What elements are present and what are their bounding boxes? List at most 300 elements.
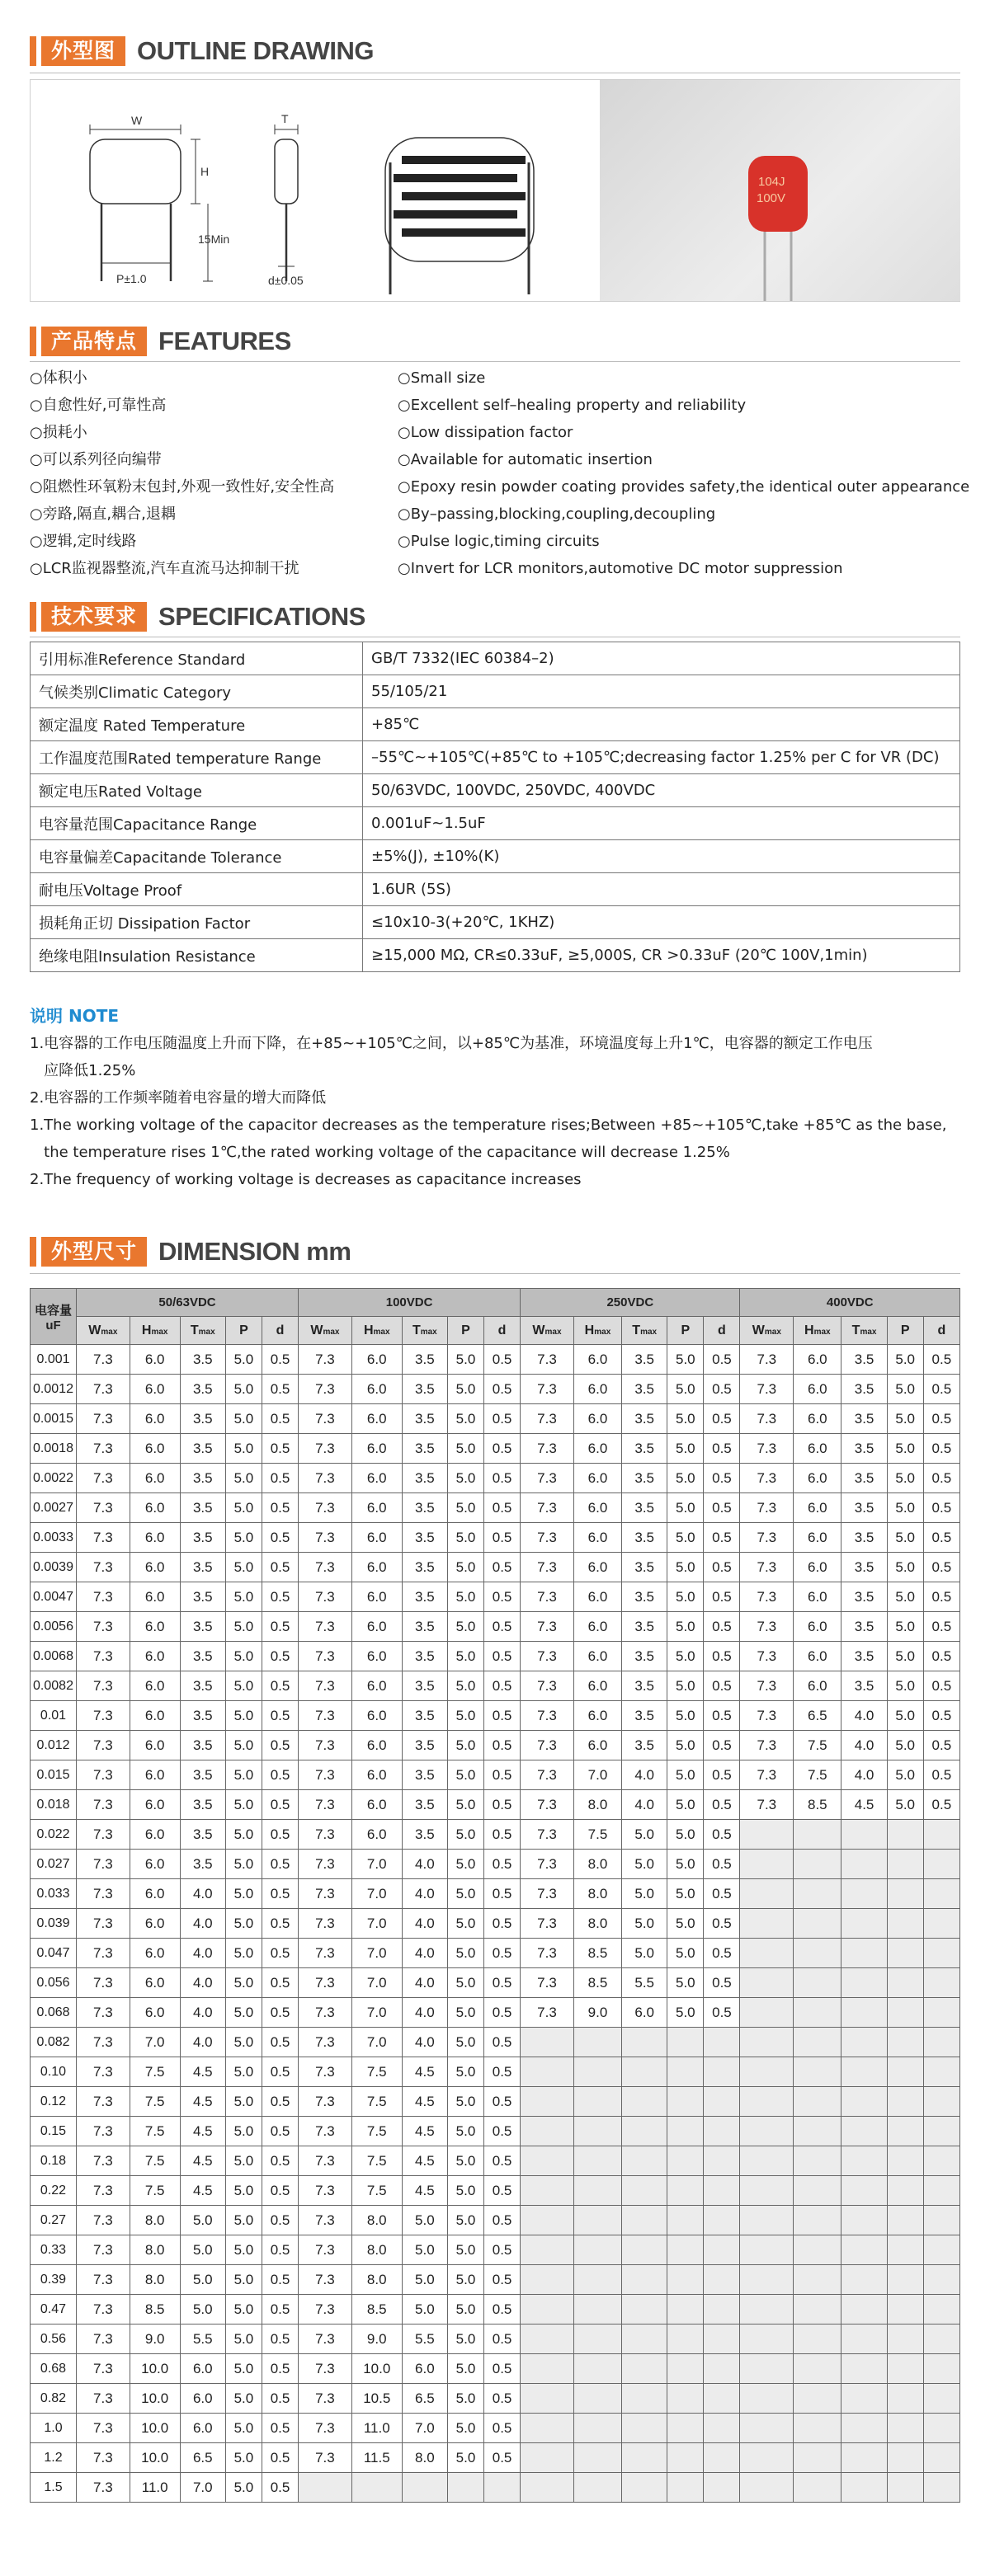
dim-cell: 9.0 xyxy=(573,1998,621,2028)
dim-row xyxy=(31,2057,960,2087)
dim-cell xyxy=(794,2325,842,2354)
dim-cell: 0.5 xyxy=(262,1671,298,1701)
dim-cell: 0.5 xyxy=(262,1939,298,1968)
dim-cell: 7.3 xyxy=(77,2265,130,2295)
dim-cell: 7.5 xyxy=(130,2176,180,2206)
dim-cap-value: 0.22 xyxy=(31,2176,77,2206)
dim-cell: 0.5 xyxy=(484,1582,521,1612)
dim-cell: 5.0 xyxy=(225,1731,262,1760)
dim-cell xyxy=(794,1820,842,1850)
dim-cell: 0.5 xyxy=(484,2325,521,2354)
dim-cell: 0.5 xyxy=(704,1434,740,1464)
dim-cap-value: 0.0022 xyxy=(31,1464,77,1493)
section-header-specs xyxy=(30,599,365,635)
dim-cell: 5.0 xyxy=(447,2028,483,2057)
dim-cell: 5.0 xyxy=(887,1404,923,1434)
dim-cell xyxy=(521,2087,574,2117)
dim-cell: 6.0 xyxy=(130,1642,180,1671)
dim-cell xyxy=(573,2354,621,2384)
dim-cell xyxy=(622,2176,667,2206)
dim-cell: 7.5 xyxy=(130,2117,180,2146)
capacitor-side-body xyxy=(275,139,298,204)
dim-cell: 7.3 xyxy=(740,1434,794,1464)
dim-cell: 0.5 xyxy=(923,1790,959,1820)
dim-cell: 3.5 xyxy=(402,1820,447,1850)
dim-cell xyxy=(794,2146,842,2176)
dim-cell: 3.5 xyxy=(402,1523,447,1553)
dim-cell: 7.3 xyxy=(521,1404,574,1434)
dim-cell: 5.0 xyxy=(447,1790,483,1820)
dim-cell: 7.3 xyxy=(77,2354,130,2384)
section-title-en: DIMENSION mm xyxy=(158,1237,351,1266)
dim-cell: 5.0 xyxy=(447,2325,483,2354)
dim-cell xyxy=(923,1879,959,1909)
dim-cell: 5.0 xyxy=(225,1553,262,1582)
dim-row xyxy=(31,1375,960,1404)
dim-row xyxy=(31,1582,960,1612)
dim-cell: 5.0 xyxy=(447,1998,483,2028)
dim-cap-value: 0.0015 xyxy=(31,1404,77,1434)
dim-cell xyxy=(887,1968,923,1998)
dim-cell: 3.5 xyxy=(622,1701,667,1731)
dim-row xyxy=(31,1671,960,1701)
dim-cell: 8.0 xyxy=(130,2235,180,2265)
dim-cell xyxy=(887,1998,923,2028)
dim-cell: 5.0 xyxy=(447,1701,483,1731)
dim-cell: 7.3 xyxy=(299,1464,352,1493)
dim-cell: 7.3 xyxy=(299,2117,352,2146)
dim-cell: 5.0 xyxy=(225,1464,262,1493)
dim-col-header: Hmax xyxy=(130,1317,180,1345)
spec-row xyxy=(31,840,960,873)
dim-cell xyxy=(842,2354,887,2384)
dim-cell xyxy=(667,2057,704,2087)
dim-cell xyxy=(521,2295,574,2325)
dim-cell: 7.3 xyxy=(77,1523,130,1553)
dim-cell: 6.0 xyxy=(130,1939,180,1968)
dim-cell: 5.0 xyxy=(622,1879,667,1909)
dim-cell: 7.3 xyxy=(299,1850,352,1879)
dim-cap-value: 0.0068 xyxy=(31,1642,77,1671)
dim-cell xyxy=(573,2265,621,2295)
feature-item-cn: ○阻燃性环氧粉末包封,外观一致性好,安全性高 xyxy=(30,478,335,496)
dim-cell: 8.0 xyxy=(130,2206,180,2235)
dim-cell xyxy=(923,2265,959,2295)
dim-cell: 7.3 xyxy=(740,1464,794,1493)
dim-cell: 4.0 xyxy=(842,1760,887,1790)
dim-cell: 5.0 xyxy=(667,1523,704,1553)
feature-item-cn: ○旁路,隔直,耦合,退耦 xyxy=(30,505,176,523)
dim-cell: 8.5 xyxy=(573,1939,621,1968)
dim-cap-value: 0.0047 xyxy=(31,1582,77,1612)
dim-cell xyxy=(704,2057,740,2087)
dim-cell: 0.5 xyxy=(704,1760,740,1790)
dim-col-header: Tmax xyxy=(402,1317,447,1345)
dim-cell: 7.3 xyxy=(740,1345,794,1375)
dim-cell: 3.5 xyxy=(180,1553,225,1582)
dim-cell xyxy=(923,2028,959,2057)
dim-cell: 7.3 xyxy=(77,1375,130,1404)
dim-cell: 7.3 xyxy=(299,1493,352,1523)
dim-cell: 7.3 xyxy=(77,1493,130,1523)
dim-cell: 0.5 xyxy=(704,1493,740,1523)
dim-cell: 7.3 xyxy=(299,2146,352,2176)
dim-cell: 7.3 xyxy=(740,1612,794,1642)
dim-cap-value: 0.039 xyxy=(31,1909,77,1939)
dim-row xyxy=(31,2028,960,2057)
dim-row xyxy=(31,1493,960,1523)
dim-cell: 7.3 xyxy=(77,1939,130,1968)
feature-item-cn: ○损耗小 xyxy=(30,424,87,441)
dim-cell xyxy=(622,2028,667,2057)
dim-cell: 7.3 xyxy=(299,2384,352,2414)
dim-cell xyxy=(622,2473,667,2503)
dim-col-header: Tmax xyxy=(622,1317,667,1345)
dim-row xyxy=(31,2443,960,2473)
dim-cell: 7.3 xyxy=(77,1671,130,1701)
dim-cell xyxy=(704,2117,740,2146)
section-title-cn: 技术要求 xyxy=(41,602,147,632)
dim-group-header: 250VDC xyxy=(521,1289,740,1317)
dim-cell: 5.0 xyxy=(225,1879,262,1909)
dim-cell: 5.0 xyxy=(225,2028,262,2057)
dim-cell: 5.0 xyxy=(667,1671,704,1701)
dim-cap-value: 0.39 xyxy=(31,2265,77,2295)
dim-cell: 5.0 xyxy=(447,1671,483,1701)
dim-cell: 0.5 xyxy=(262,2384,298,2414)
dim-cell xyxy=(521,2384,574,2414)
dim-cell: 4.0 xyxy=(180,1879,225,1909)
dim-cap-value: 0.033 xyxy=(31,1879,77,1909)
dim-cell: 8.0 xyxy=(351,2206,402,2235)
dim-cell: 3.5 xyxy=(402,1375,447,1404)
dim-cell: 6.0 xyxy=(794,1671,842,1701)
dim-cell: 0.5 xyxy=(484,1553,521,1582)
dim-cell xyxy=(622,2414,667,2443)
dim-cell xyxy=(842,1879,887,1909)
dim-cell: 5.0 xyxy=(225,1909,262,1939)
dim-cell xyxy=(794,1998,842,2028)
dim-cell: 5.0 xyxy=(667,1850,704,1879)
dim-cell xyxy=(887,2295,923,2325)
dim-cell: 7.3 xyxy=(77,2028,130,2057)
dim-cell: 7.3 xyxy=(77,1701,130,1731)
dim-cell: 4.5 xyxy=(402,2146,447,2176)
note-block xyxy=(30,1003,946,1193)
dim-col-header: Hmax xyxy=(573,1317,621,1345)
dim-cell xyxy=(923,1820,959,1850)
dim-row xyxy=(31,1820,960,1850)
dim-cell: 8.0 xyxy=(573,1909,621,1939)
dim-cell: 4.0 xyxy=(622,1790,667,1820)
dim-cell xyxy=(667,2414,704,2443)
dim-cell xyxy=(887,1909,923,1939)
spec-row xyxy=(31,873,960,906)
dim-cell: 8.5 xyxy=(351,2295,402,2325)
dim-cell: 7.3 xyxy=(77,1434,130,1464)
dim-cell: 5.0 xyxy=(447,1760,483,1790)
dim-cell: 0.5 xyxy=(484,1909,521,1939)
dim-cell: 0.5 xyxy=(704,1671,740,1701)
dim-row xyxy=(31,1760,960,1790)
dim-cell xyxy=(842,1909,887,1939)
dim-cell xyxy=(521,2235,574,2265)
dim-cell: 5.0 xyxy=(667,1760,704,1790)
dim-cell: 0.5 xyxy=(704,1553,740,1582)
dim-cell: 6.0 xyxy=(130,1612,180,1642)
dim-cell: 5.0 xyxy=(180,2265,225,2295)
dim-cell: 6.0 xyxy=(130,1464,180,1493)
dim-cell: 7.3 xyxy=(77,2295,130,2325)
dim-cell: 0.5 xyxy=(484,1345,521,1375)
feature-item-cn: ○LCR监视器整流,汽车直流马达抑制干扰 xyxy=(30,560,299,577)
dim-cap-value: 0.0056 xyxy=(31,1612,77,1642)
dim-cell: 5.0 xyxy=(225,1998,262,2028)
dim-cell: 6.0 xyxy=(130,1375,180,1404)
dim-cell: 5.0 xyxy=(225,1523,262,1553)
dim-cell: 7.3 xyxy=(521,1612,574,1642)
dim-cell: 6.0 xyxy=(351,1612,402,1642)
dim-cell: 6.0 xyxy=(180,2354,225,2384)
dim-cell: 10.5 xyxy=(351,2384,402,2414)
dim-cell: 0.5 xyxy=(262,1790,298,1820)
note-line: 2.电容器的工作频率随着电容量的增大而降低 xyxy=(30,1089,327,1107)
dim-cell xyxy=(887,2206,923,2235)
dim-group-header: 100VDC xyxy=(299,1289,521,1317)
feature-item-en: ○Epoxy resin powder coating provides safety,the identical outer appearance xyxy=(398,478,970,496)
dim-cell: 7.3 xyxy=(77,2473,130,2503)
dim-cell: 7.3 xyxy=(77,2206,130,2235)
dim-cell: 7.3 xyxy=(299,1790,352,1820)
dim-cell: 3.5 xyxy=(622,1731,667,1760)
dim-cell: 6.0 xyxy=(351,1523,402,1553)
dim-cell: 5.0 xyxy=(225,1790,262,1820)
dim-cell: 0.5 xyxy=(262,2057,298,2087)
dim-cell: 3.5 xyxy=(402,1642,447,1671)
dim-cell xyxy=(622,2325,667,2354)
dim-cell: 8.0 xyxy=(402,2443,447,2473)
dim-cell xyxy=(794,2117,842,2146)
dim-cell xyxy=(704,2325,740,2354)
dim-cap-value: 0.012 xyxy=(31,1731,77,1760)
dim-cell xyxy=(667,2028,704,2057)
dim-cell xyxy=(521,2354,574,2384)
dim-cell: 6.0 xyxy=(573,1642,621,1671)
dim-cap-value: 0.01 xyxy=(31,1701,77,1731)
dim-cell: 8.0 xyxy=(351,2265,402,2295)
dim-cell: 0.5 xyxy=(262,1553,298,1582)
features-list-cn xyxy=(30,364,334,582)
spec-row xyxy=(31,642,960,675)
dim-cell xyxy=(842,1820,887,1850)
dim-cell xyxy=(521,2265,574,2295)
dim-cell: 4.0 xyxy=(402,1998,447,2028)
dim-cell: 7.5 xyxy=(351,2117,402,2146)
dim-cell: 0.5 xyxy=(484,1434,521,1464)
dim-cell xyxy=(923,2117,959,2146)
dim-cell xyxy=(667,2265,704,2295)
dim-cell xyxy=(622,2087,667,2117)
dim-cell: 0.5 xyxy=(262,2295,298,2325)
dim-cell: 3.5 xyxy=(842,1582,887,1612)
dim-cell: 0.5 xyxy=(262,2117,298,2146)
dim-cell xyxy=(704,2146,740,2176)
dim-cell: 0.5 xyxy=(262,1760,298,1790)
dim-cell: 0.5 xyxy=(484,1671,521,1701)
dim-cell: 6.0 xyxy=(351,1493,402,1523)
dim-row xyxy=(31,2235,960,2265)
dim-cell xyxy=(740,2443,794,2473)
dim-cell: 5.0 xyxy=(447,1375,483,1404)
dim-cell: 5.0 xyxy=(225,2235,262,2265)
dim-cell: 0.5 xyxy=(484,2146,521,2176)
dim-row xyxy=(31,1464,960,1493)
dim-cell xyxy=(704,2176,740,2206)
feature-item-en: ○Excellent self–healing property and reliability xyxy=(398,397,747,414)
dim-cell: 5.0 xyxy=(667,1612,704,1642)
dim-cell: 3.5 xyxy=(402,1553,447,1582)
dim-cell: 0.5 xyxy=(262,2414,298,2443)
dim-cell: 6.0 xyxy=(180,2384,225,2414)
dim-cell: 6.0 xyxy=(130,1582,180,1612)
dim-cell: 3.5 xyxy=(842,1493,887,1523)
dim-cell: 7.3 xyxy=(740,1523,794,1553)
dim-cell: 0.5 xyxy=(262,1582,298,1612)
spec-value: ≥15,000 MΩ, CR≤0.33uF, ≥5,000S, CR >0.33uF (20℃ 100V,1min) xyxy=(363,939,960,972)
dim-cell: 7.3 xyxy=(521,1345,574,1375)
dim-cell: 5.0 xyxy=(667,1642,704,1671)
dim-cell: 3.5 xyxy=(402,1582,447,1612)
dim-cell: 5.0 xyxy=(447,1582,483,1612)
spec-value: +85℃ xyxy=(363,708,960,741)
dim-row xyxy=(31,1968,960,1998)
dim-cell: 3.5 xyxy=(622,1404,667,1434)
dim-cell: 5.0 xyxy=(225,1612,262,1642)
dim-cell: 6.0 xyxy=(351,1760,402,1790)
dim-cell: 5.0 xyxy=(225,1345,262,1375)
dim-cell: 0.5 xyxy=(923,1464,959,1493)
dim-cell: 6.0 xyxy=(573,1523,621,1553)
dim-cell xyxy=(842,1850,887,1879)
dim-cell: 5.0 xyxy=(887,1553,923,1582)
dim-cell: 0.5 xyxy=(704,1464,740,1493)
dim-cell: 5.5 xyxy=(180,2325,225,2354)
dim-cell xyxy=(667,2384,704,2414)
dim-cell: 4.0 xyxy=(402,2028,447,2057)
dim-cell xyxy=(740,2414,794,2443)
dim-cell: 0.5 xyxy=(262,2443,298,2473)
dim-cell: 7.3 xyxy=(299,1701,352,1731)
capacitor-front-body xyxy=(90,139,181,204)
dim-cell xyxy=(794,1939,842,1968)
feature-item-en: ○Pulse logic,timing circuits xyxy=(398,533,600,550)
dim-cell: 5.0 xyxy=(225,2057,262,2087)
dim-cell: 0.5 xyxy=(262,1731,298,1760)
dim-cell: 7.3 xyxy=(740,1493,794,1523)
dim-cell: 0.5 xyxy=(262,1850,298,1879)
dim-cell: 5.0 xyxy=(622,1909,667,1939)
dim-cell: 7.3 xyxy=(77,1968,130,1998)
dim-cell xyxy=(842,2265,887,2295)
dim-cell xyxy=(740,2117,794,2146)
dim-cell: 6.0 xyxy=(794,1493,842,1523)
dim-row xyxy=(31,1434,960,1464)
dim-cell xyxy=(402,2473,447,2503)
spec-value: 50/63VDC, 100VDC, 250VDC, 400VDC xyxy=(363,774,960,807)
dim-cell: 6.0 xyxy=(794,1345,842,1375)
capacitor-stamp-2: 100V xyxy=(757,191,786,205)
dim-cell: 7.3 xyxy=(521,1434,574,1464)
dim-row xyxy=(31,2087,960,2117)
dim-cell: 7.3 xyxy=(299,1671,352,1701)
dim-cell: 5.0 xyxy=(447,1553,483,1582)
dim-cell: 7.3 xyxy=(77,1731,130,1760)
dim-cell: 0.5 xyxy=(704,1612,740,1642)
dim-cell: 5.0 xyxy=(447,1879,483,1909)
dim-cell: 5.0 xyxy=(447,2057,483,2087)
dim-cell: 0.5 xyxy=(484,2414,521,2443)
dim-cell: 5.0 xyxy=(447,1612,483,1642)
dim-cell: 6.0 xyxy=(130,1760,180,1790)
dim-cell: 7.3 xyxy=(77,1582,130,1612)
dim-cell: 7.3 xyxy=(77,1642,130,1671)
dim-row xyxy=(31,2117,960,2146)
dim-cell xyxy=(740,2028,794,2057)
dim-cell: 5.0 xyxy=(447,1345,483,1375)
dim-cell xyxy=(740,2354,794,2384)
dim-cell xyxy=(740,2473,794,2503)
feature-item-cn: ○可以系列径向编带 xyxy=(30,451,162,468)
dim-cell: 7.3 xyxy=(521,1850,574,1879)
dim-col-header: Wmax xyxy=(299,1317,352,1345)
dim-cell: 0.5 xyxy=(484,1523,521,1553)
dim-cell: 6.0 xyxy=(794,1553,842,1582)
dim-cell: 5.0 xyxy=(667,1434,704,1464)
outline-diagram xyxy=(31,80,600,301)
dim-cell: 6.0 xyxy=(794,1582,842,1612)
dim-cell xyxy=(842,1968,887,1998)
dim-cell: 0.5 xyxy=(923,1404,959,1434)
dim-cell: 5.0 xyxy=(225,1968,262,1998)
dim-cell: 3.5 xyxy=(622,1493,667,1523)
spec-value: ±5%(J), ±10%(K) xyxy=(363,840,960,873)
dim-cell xyxy=(667,2354,704,2384)
dim-cell: 0.5 xyxy=(923,1493,959,1523)
dim-cell: 0.5 xyxy=(484,1493,521,1523)
feature-item-en: ○Low dissipation factor xyxy=(398,424,573,441)
dim-cell xyxy=(573,2295,621,2325)
dim-cell: 11.0 xyxy=(130,2473,180,2503)
dim-cell: 5.5 xyxy=(402,2325,447,2354)
dim-cell: 0.5 xyxy=(262,1345,298,1375)
dim-cell: 3.5 xyxy=(180,1642,225,1671)
dim-cell: 3.5 xyxy=(180,1820,225,1850)
dim-row xyxy=(31,2295,960,2325)
dim-cell xyxy=(923,2295,959,2325)
dim-row xyxy=(31,1345,960,1375)
dim-cell: 7.3 xyxy=(77,2176,130,2206)
dim-cell: 0.5 xyxy=(923,1375,959,1404)
dim-cell: 0.5 xyxy=(262,1879,298,1909)
dim-cell xyxy=(842,2235,887,2265)
dim-cell: 6.0 xyxy=(351,1731,402,1760)
dim-cell: 10.0 xyxy=(130,2384,180,2414)
dim-cell: 5.0 xyxy=(667,1345,704,1375)
dim-cell: 0.5 xyxy=(484,2057,521,2087)
dim-cell: 7.3 xyxy=(299,1939,352,1968)
dim-cell: 0.5 xyxy=(484,2295,521,2325)
dim-cell: 0.5 xyxy=(262,1968,298,1998)
